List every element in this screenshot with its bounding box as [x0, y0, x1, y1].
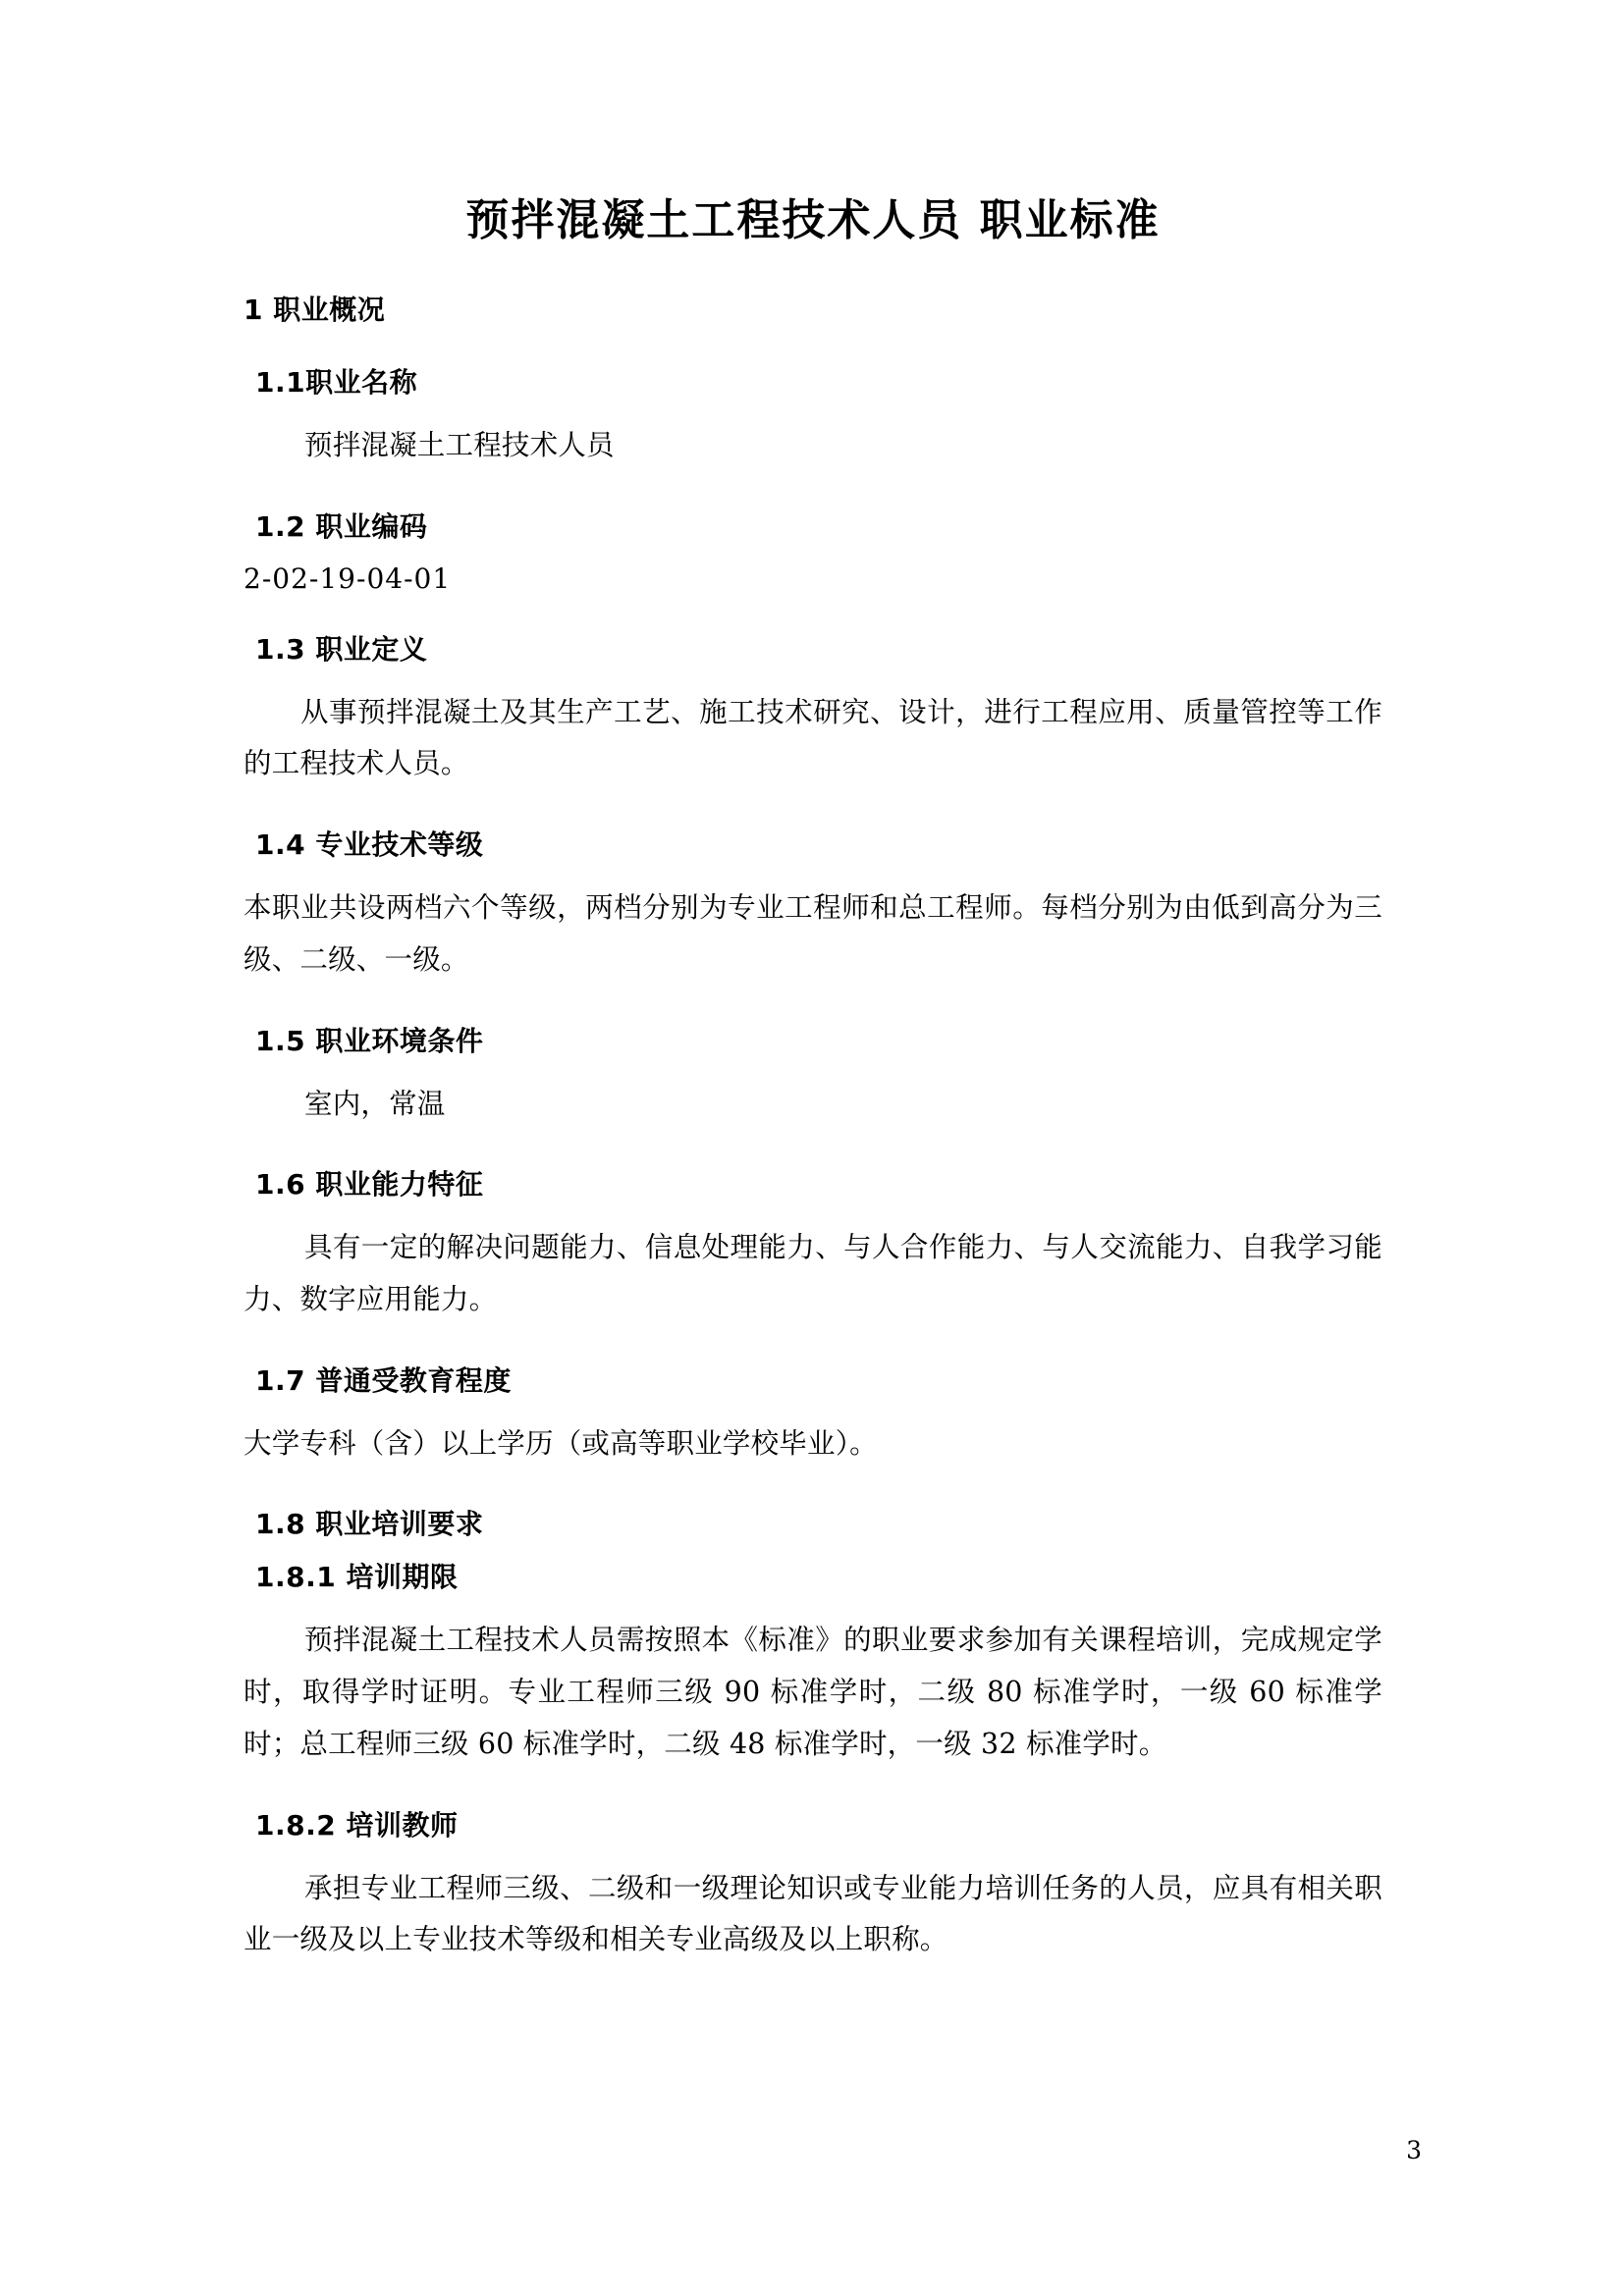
subsection-heading-1-8-1: 1.8.1 培训期限 [255, 1561, 459, 1594]
subsection-body-1-5: 室内，常温 [304, 1087, 446, 1120]
page-title: 预拌混凝土工程技术人员 职业标准 [465, 195, 1161, 245]
subsection-heading-1-6: 1.6 职业能力特征 [255, 1168, 484, 1201]
subsection-body-1-8-2: 承担专业工程师三级、二级和一级理论知识或专业能力培训任务的人员，应具有相关职业一级及以上专业技术等级和相关专业高级及以上职称。 [244, 1871, 1382, 1956]
subsection-heading-1-1: 1.1职业名称 [255, 366, 418, 399]
subsection-heading-1-7: 1.7 普通受教育程度 [255, 1363, 512, 1397]
subsection-heading-1-5: 1.5 职业环境条件 [255, 1024, 484, 1057]
subsection-heading-1-8: 1.8 职业培训要求 [255, 1508, 484, 1541]
page-number: 3 [1406, 2136, 1422, 2164]
subsection-body-1-6: 具有一定的解决问题能力、信息处理能力、与人合作能力、与人交流能力、自我学习能力、数字应用能力。 [244, 1231, 1382, 1316]
page-content [244, 0, 1382, 1966]
subsection-heading-1-2: 1.2 职业编码 [255, 509, 428, 543]
subsection-heading-1-8-2: 1.8.2 培训教师 [255, 1808, 459, 1842]
subsection-body-1-4: 本职业共设两档六个等级，两档分别为专业工程师和总工程师。每档分别为由低到高分为三级、二级、一级。 [244, 891, 1382, 976]
subsection-body-1-7: 大学专科（含）以上学历（或高等职业学校毕业）。 [244, 1426, 878, 1460]
subsection-body-1-8-1: 预拌混凝土工程技术人员需按照本《标准》的职业要求参加有关课程培训，完成规定学时，取得学时证明。专业工程师三级 90 标准学时，二级 80 标准学时，一级 60 标准学时；总工程师三级 60 标准学时，二级 48 标准学时，一级 32 标准学时。 [244, 1624, 1382, 1760]
subsection-heading-1-3: 1.3 职业定义 [255, 632, 428, 666]
subsection-heading-1-4: 1.4 专业技术等级 [255, 828, 484, 862]
section-heading-1: 1 职业概况 [244, 294, 386, 326]
subsection-body-1-3: 从事预拌混凝土及其生产工艺、施工技术研究、设计，进行工程应用、质量管控等工作的工程技术人员。 [244, 695, 1382, 780]
subsection-body-1-2: 2-02-19-04-01 [244, 561, 452, 595]
subsection-body-1-1: 预拌混凝土工程技术人员 [304, 429, 615, 461]
